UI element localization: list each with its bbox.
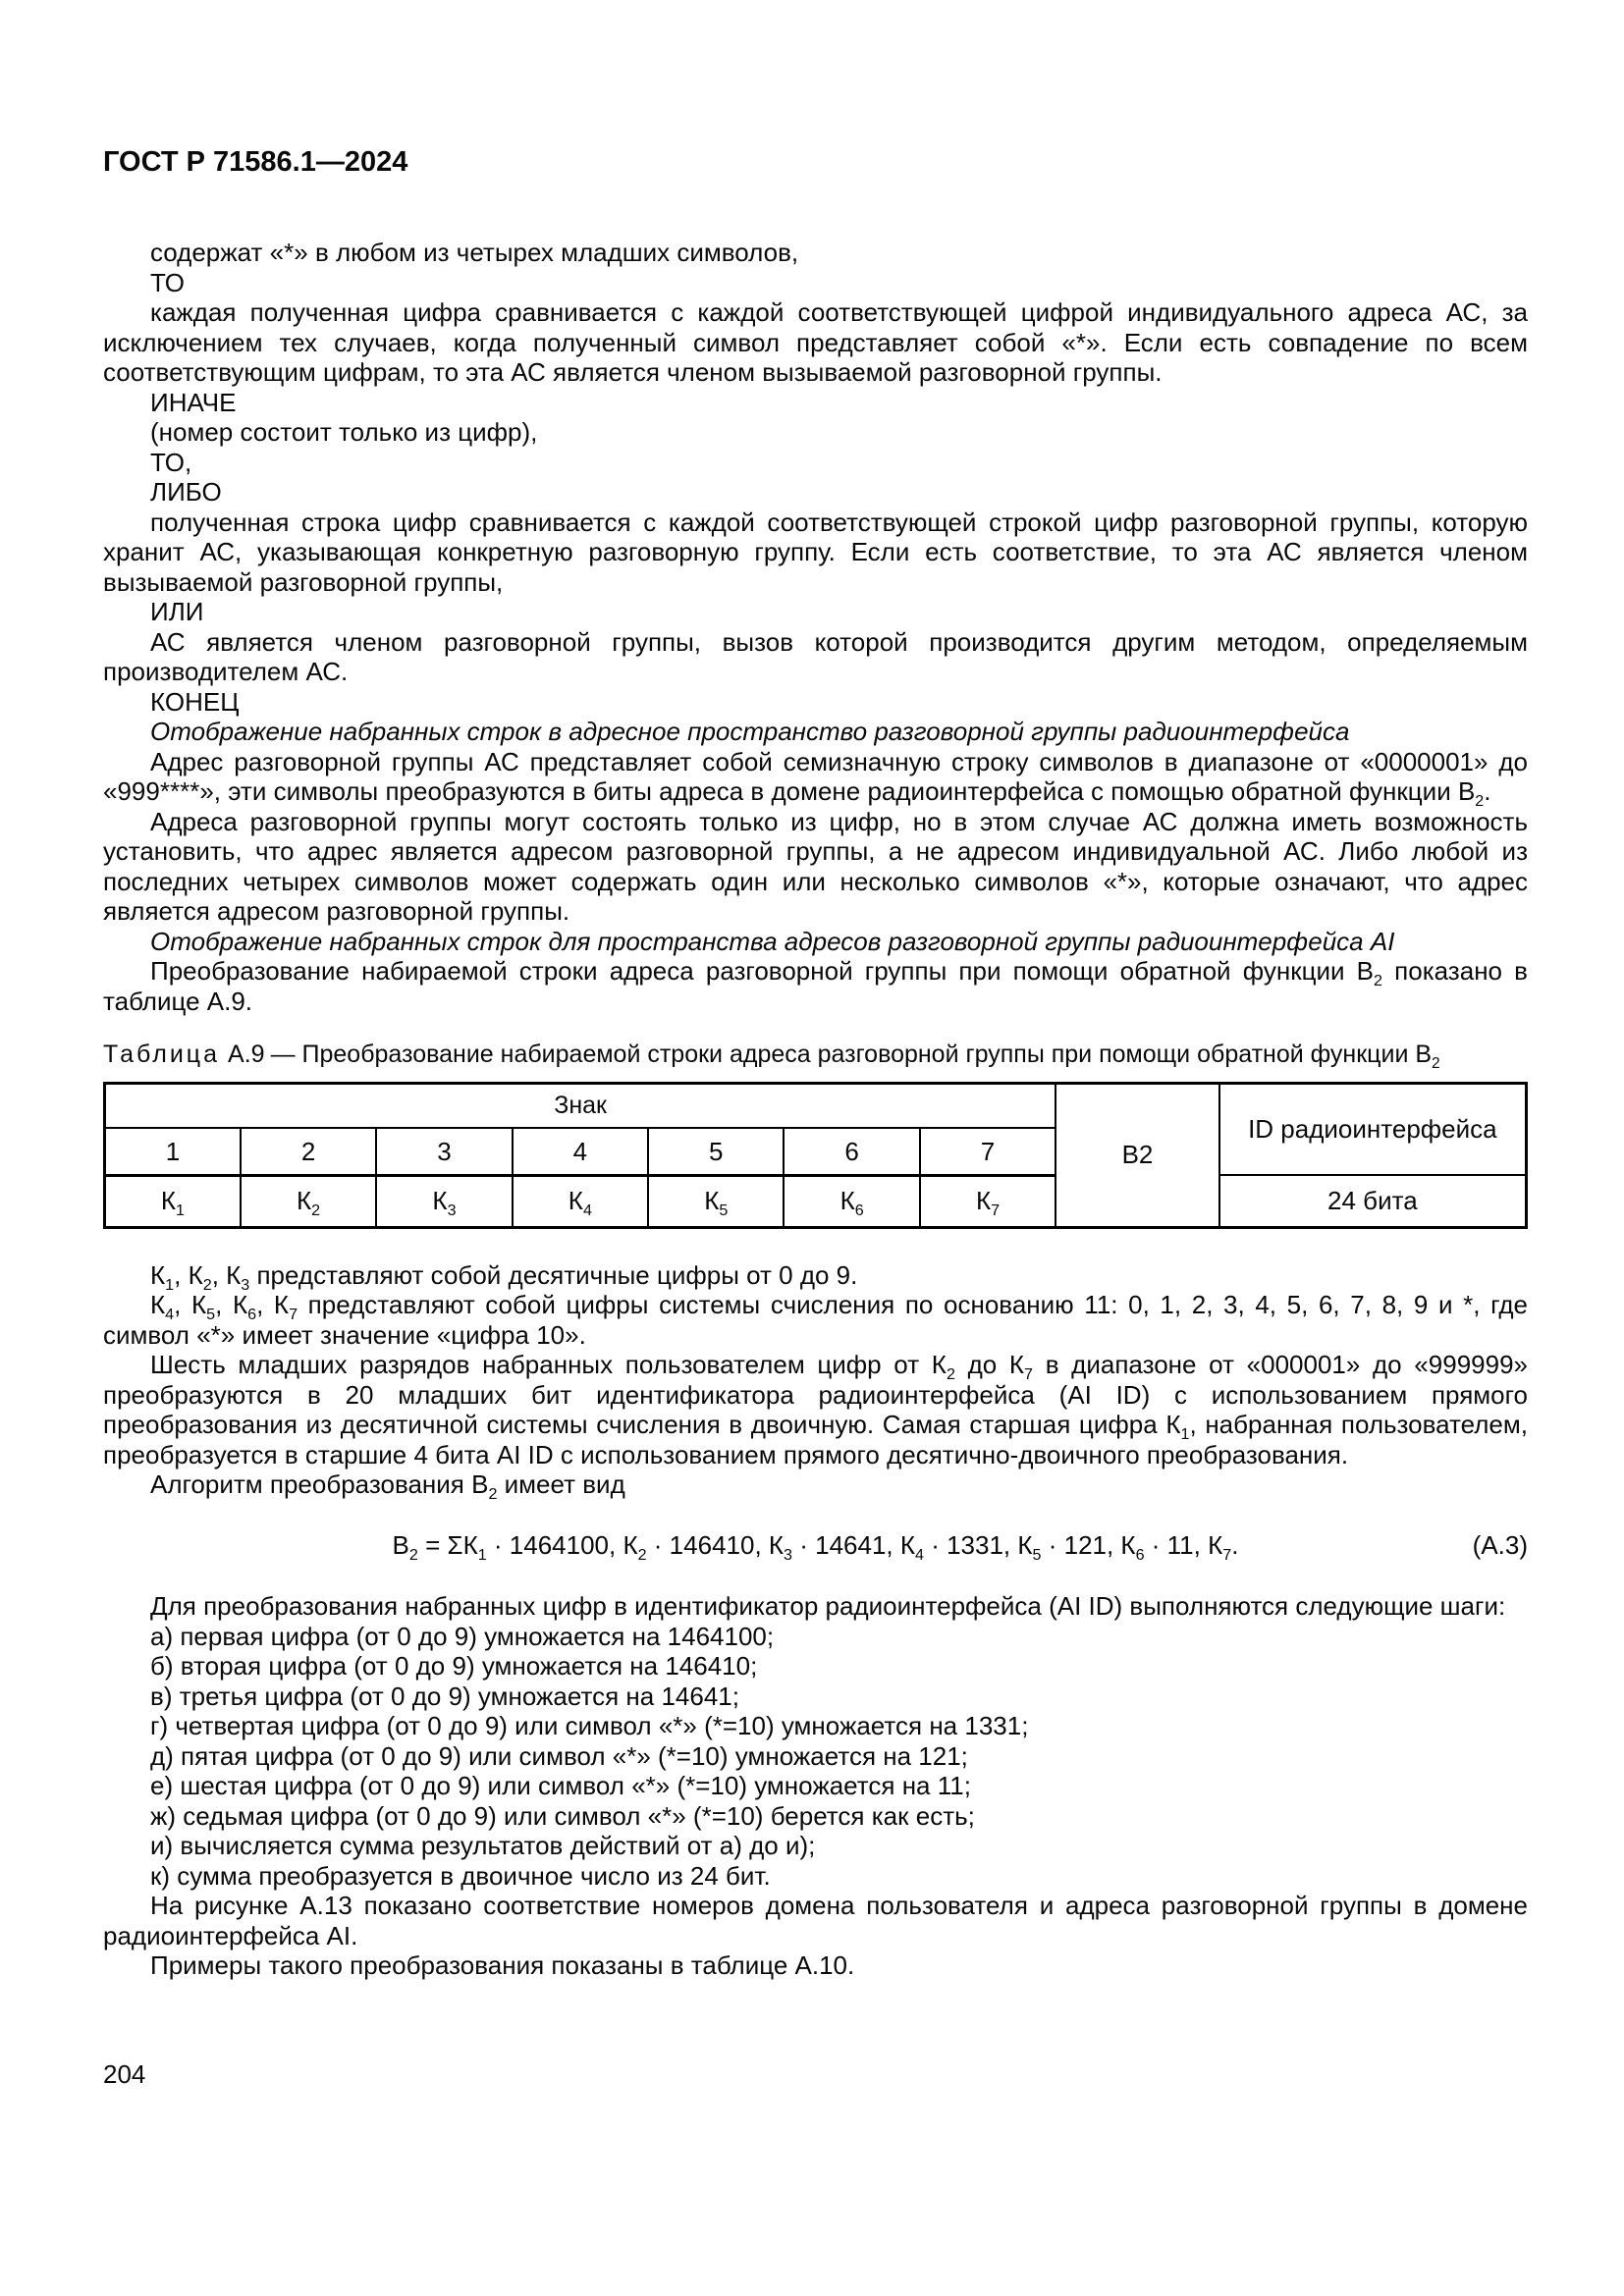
table-caption-text: — Преобразование набираемой строки адреса разговорной группы при помощи обратной функции $В_2$: [270, 1041, 1440, 1072]
bottom-paragraphs: [103, 1591, 1528, 1981]
paragraph: д) пятая цифра (от 0 до 9) или символ «*» (*=10) умножается на 121;: [150, 1740, 968, 1771]
table-row-symbols: [105, 1175, 1527, 1227]
subsection-heading: Отображение набранных строк в адресное пространство разговорной группы радиоинтерфейса: [150, 717, 1350, 746]
paragraph: КОНЕЦ: [150, 686, 240, 717]
page-number: 204: [103, 2059, 146, 2089]
mid-paragraphs: [103, 1259, 1529, 1504]
table-a9: [103, 1082, 1528, 1229]
paragraph: Примеры такого преобразования показаны в таблице А.10.: [150, 1950, 855, 1980]
table-cell-symbol: $К_4$: [513, 1175, 648, 1227]
table-header-id: ID радиоинтерфейса: [1219, 1083, 1527, 1175]
table-cell-id-value: 24 бита: [1219, 1175, 1527, 1227]
table-header-znak: Знак: [105, 1083, 1056, 1128]
paragraph: каждая полученная цифра сравнивается с каждой соответствующей цифрой индивидуального адреса АС, за исключением тех случаев, когда полученный символ представляет собой «*». Если есть совпадение по всем соответствующим цифрам, то эта АС является членом вызываемой разговорной группы.: [103, 297, 1528, 387]
paragraph: ж) седьмая цифра (от 0 до 9) или символ «*» (*=10) берется как есть;: [150, 1800, 975, 1831]
paragraph: Для преобразования набранных цифр в идентификатор радиоинтерфейса (AI ID) выполняются следующие шаги:: [150, 1591, 1506, 1621]
paragraph: к) сумма преобразуется в двоичное число из 24 бит.: [150, 1860, 771, 1891]
paragraph: (номер состоит только из цифр),: [150, 417, 538, 447]
document-number: ГОСТ Р 71586.1—2024: [103, 146, 408, 178]
table-cell-number: 5: [648, 1128, 784, 1175]
paragraph: Алгоритм преобразования $В_2$ имеет вид: [150, 1469, 625, 1504]
paragraph: $К_4$, $К_5$, $К_6$, $К_7$ представляют собой цифры системы счисления по основанию 11: 0, 1, 2, 3, 4, 5, 6, 7, 8, 9 и *, где символ «*» имеет значение «цифра 10».: [103, 1290, 1529, 1350]
table-cell-number: 1: [105, 1128, 241, 1175]
paragraph: и) вычисляется сумма результатов действий от а) до и);: [150, 1831, 816, 1860]
paragraph: ЛИБО: [150, 477, 222, 507]
paragraph: Адреса разговорной группы могут состоять только из цифр, но в этом случае АС должна иметь возможность установить, что адрес является адресом разговорной группы, а не адресом индивидуальной АС. Либо любой из последних четырех символов может содержать один или несколько символов «*», которые означают, что адрес является адресом разговорной группы.: [103, 806, 1528, 926]
page-content: [103, 145, 1528, 1981]
paragraph: $К_1$, $К_2$, $К_3$ представляют собой десятичные цифры от 0 до 9.: [150, 1259, 858, 1294]
formula-body: $В_2 = \Sigma К_1 \cdot 1464100$, $К_2 \cdot 146410$, $К_3 \cdot 14641$, $К_4 \cdot 1331$, $К_5 \cdot 121$, $К_6 \cdot 11$, $К_7$.: [392, 1529, 1239, 1564]
paragraph: ИЛИ: [150, 597, 204, 626]
paragraph: ТО: [150, 267, 185, 297]
table-cell-number: 6: [784, 1128, 919, 1175]
table-caption: [103, 1040, 1528, 1070]
table-cell-symbol: $К_2$: [241, 1175, 376, 1227]
table-caption-word: Таблица: [103, 1041, 221, 1068]
paragraph: в) третья цифра (от 0 до 9) умножается на 14641;: [150, 1681, 739, 1711]
subsection-heading: Отображение набранных строк для пространства адресов разговорной группы радиоинтерфейса AI: [150, 926, 1395, 956]
paragraph: Адрес разговорной группы АС представляет собой семизначную строку символов в диапазоне от «0000001» до «999****», эти символы преобразуются в биты адреса в домене радиоинтерфейса с помощью обратной функции $В_2$.: [103, 746, 1528, 811]
table-cell-symbol: $К_6$: [784, 1175, 919, 1227]
paragraph: полученная строка цифр сравнивается с каждой соответствующей строкой цифр разговорной группы, которую хранит АС, указывающая конкретную разговорную группу. Если есть соответствие, то эта АС является членом вызываемой разговорной группы,: [103, 507, 1528, 597]
paragraph: АС является членом разговорной группы, вызов которой производится другим методом, определяемым производителем АС.: [103, 626, 1528, 686]
paragraph: е) шестая цифра (от 0 до 9) или символ «*» (*=10) умножается на 11;: [150, 1771, 971, 1800]
table-cell-symbol: $К_5$: [648, 1175, 784, 1227]
top-paragraphs: [103, 238, 1528, 1016]
paragraph: б) вторая цифра (от 0 до 9) умножается на 146410;: [150, 1651, 758, 1681]
paragraph: Шесть младших разрядов набранных пользователем цифр от $К_2$ до $К_7$ в диапазоне от «000001» до «999999» преобразуются в 20 младших бит идентификатора радиоинтерфейса (AI ID) с использованием прямого преобразования из десятичной системы счисления в двоичную. Самая старшая цифра $К_1$, набранная пользователем, преобразуется в старшие 4 бита AI ID с использованием прямого десятично-двоичного преобразования.: [103, 1350, 1528, 1469]
formula-a3: [103, 1529, 1528, 1564]
paragraph: Преобразование набираемой строки адреса разговорной группы при помощи обратной функции $В_2$ показано в таблице А.9.: [103, 956, 1528, 1016]
table-cell-symbol: $К_7$: [920, 1175, 1056, 1227]
table-row-znak: [105, 1083, 1527, 1128]
paragraph: На рисунке А.13 показано соответствие номеров домена пользователя и адреса разговорной группы в домене радиоинтерфейса AI.: [103, 1891, 1528, 1950]
table-cell-number: 4: [513, 1128, 648, 1175]
paragraph: ТО,: [150, 447, 192, 477]
paragraph: содержат «*» в любом из четырех младших символов,: [150, 238, 799, 267]
table-cell-symbol: $К_3$: [376, 1175, 512, 1227]
paragraph: ИНАЧЕ: [150, 387, 237, 417]
paragraph: а) первая цифра (от 0 до 9) умножается на 1464100;: [150, 1621, 775, 1651]
table-cell-number: 2: [241, 1128, 376, 1175]
table-cell-number: 7: [920, 1128, 1056, 1175]
table-cell-number: 3: [376, 1128, 512, 1175]
paragraph: г) четвертая цифра (от 0 до 9) или символ «*» (*=10) умножается на 1331;: [150, 1711, 1029, 1740]
table-caption-ref: А.9: [228, 1041, 265, 1068]
table-cell-b2: В2: [1056, 1083, 1218, 1227]
formula-number: (А.3): [1472, 1529, 1528, 1560]
table-cell-symbol: $К_1$: [105, 1175, 241, 1227]
